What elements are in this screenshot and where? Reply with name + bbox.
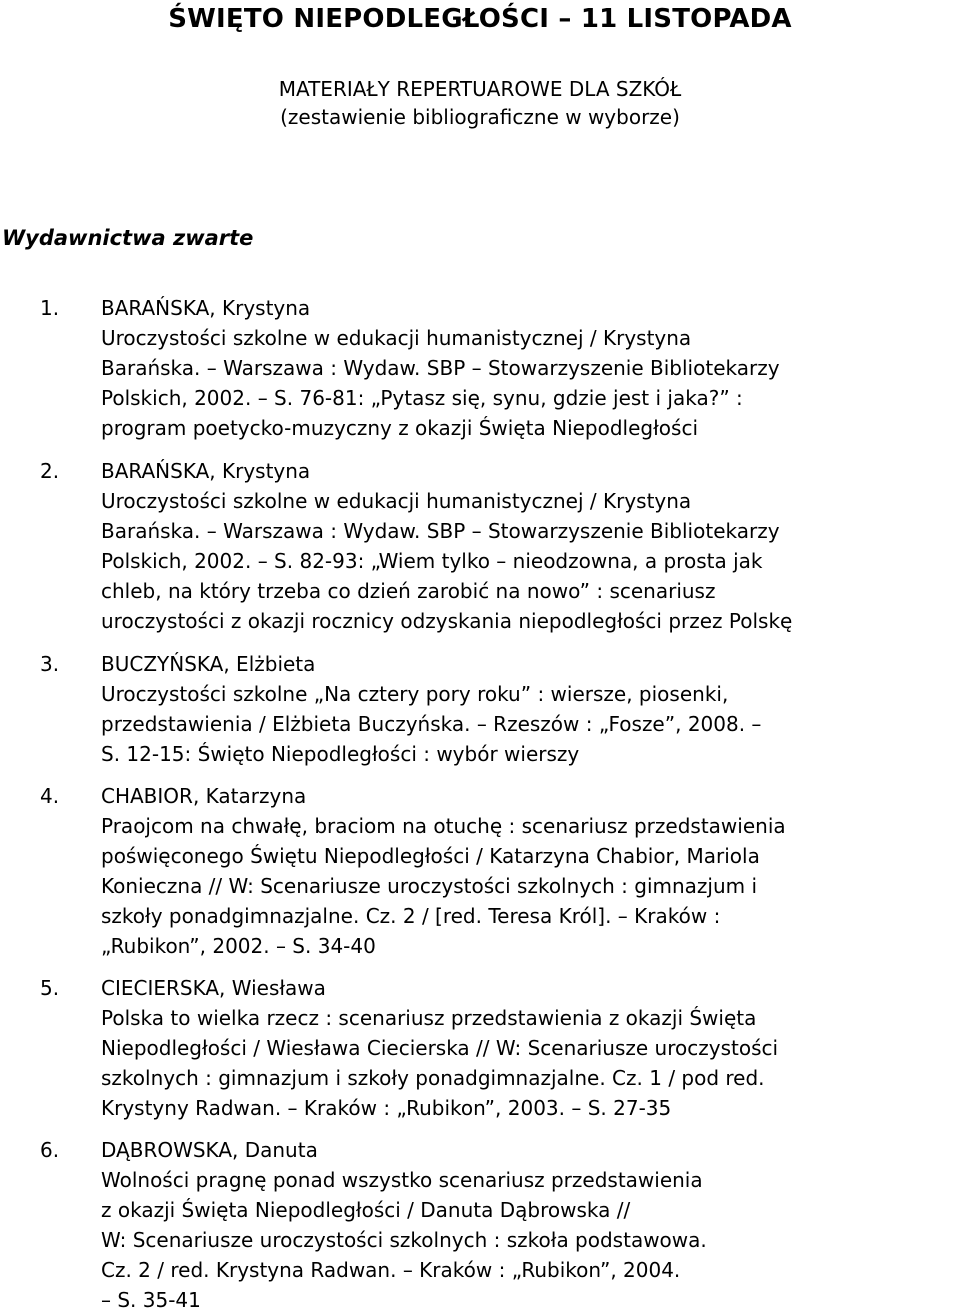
entry-line: W: Scenariusze uroczystości szkolnych : szkoła podstawowa. xyxy=(101,1228,707,1252)
entry-number: 4. xyxy=(40,784,60,808)
entry-line: Polska to wielka rzecz : scenariusz przedstawienia z okazji Święta xyxy=(101,1006,757,1030)
entry-line: Barańska. – Warszawa : Wydaw. SBP – Stowarzyszenie Bibliotekarzy xyxy=(101,356,780,380)
entry-line: chleb, na który trzeba co dzień zarobić na nowo” : scenariusz xyxy=(101,579,716,603)
entry-line: Polskich, 2002. – S. 82-93: „Wiem tylko – nieodzowna, a prosta jak xyxy=(101,549,763,573)
document-subtitle: MATERIAŁY REPERTUAROWE DLA SZKÓŁ xyxy=(278,77,682,101)
entry-author: CIECIERSKA, Wiesława xyxy=(101,976,326,1000)
entry-number: 5. xyxy=(40,976,60,1000)
entry-line: Krystyny Radwan. – Kraków : „Rubikon”, 2003. – S. 27-35 xyxy=(101,1096,672,1120)
entry-line: uroczystości z okazji rocznicy odzyskania niepodległości przez Polskę xyxy=(101,609,793,633)
entry-line: z okazji Święta Niepodległości / Danuta Dąbrowska // xyxy=(101,1198,631,1222)
entry-line: przedstawienia / Elżbieta Buczyńska. – Rzeszów : „Fosze”, 2008. – xyxy=(101,712,762,736)
entry-line: poświęconego Świętu Niepodległości / Katarzyna Chabior, Mariola xyxy=(101,844,760,868)
entry-author: DĄBROWSKA, Danuta xyxy=(101,1138,318,1162)
entry-number: 1. xyxy=(40,296,60,320)
document-subtitle-note: (zestawienie bibliograficzne w wyborze) xyxy=(280,105,680,129)
entry-author: CHABIOR, Katarzyna xyxy=(101,784,307,808)
entry-line: Praojcom na chwałę, braciom na otuchę : scenariusz przedstawienia xyxy=(101,814,786,838)
entry-number: 3. xyxy=(40,652,60,676)
entry-line: Uroczystości szkolne „Na cztery pory roku” : wiersze, piosenki, xyxy=(101,682,729,706)
entry-text xyxy=(101,781,959,961)
entry-line: Konieczna // W: Scenariusze uroczystości szkolnych : gimnazjum i xyxy=(101,874,758,898)
entry-line: szkolnych : gimnazjum i szkoły ponadgimnazjalne. Cz. 1 / pod red. xyxy=(101,1066,765,1090)
entry-line: Polskich, 2002. – S. 76-81: „Pytasz się, synu, gdzie jest i jaka?” : xyxy=(101,386,743,410)
entry-text xyxy=(101,293,959,443)
entry-author: BUCZYŃSKA, Elżbieta xyxy=(101,652,316,676)
entry-author: BARAŃSKA, Krystyna xyxy=(101,296,311,320)
entry-line: S. 12-15: Święto Niepodległości : wybór wierszy xyxy=(101,742,580,766)
entry-text xyxy=(101,973,959,1123)
entry-line: Uroczystości szkolne w edukacji humanistycznej / Krystyna xyxy=(101,489,692,513)
entry-line: – S. 35-41 xyxy=(101,1288,201,1312)
entry-number: 6. xyxy=(40,1138,60,1162)
entry-line: szkoły ponadgimnazjalne. Cz. 2 / [red. Teresa Król]. – Kraków : xyxy=(101,904,721,928)
entry-text xyxy=(101,456,959,636)
entry-line: Uroczystości szkolne w edukacji humanistycznej / Krystyna xyxy=(101,326,692,350)
entry-line: Cz. 2 / red. Krystyna Radwan. – Kraków : „Rubikon”, 2004. xyxy=(101,1258,681,1282)
entry-line: Niepodległości / Wiesława Ciecierska // W: Scenariusze uroczystości xyxy=(101,1036,779,1060)
section-heading: Wydawnictwa zwarte xyxy=(2,226,254,250)
entry-author: BARAŃSKA, Krystyna xyxy=(101,459,311,483)
entry-line: Wolności pragnę ponad wszystko scenariusz przedstawienia xyxy=(101,1168,703,1192)
entry-line: „Rubikon”, 2002. – S. 34-40 xyxy=(101,934,376,958)
entry-number: 2. xyxy=(40,459,60,483)
entry-text xyxy=(101,1135,959,1315)
document-title: ŚWIĘTO NIEPODLEGŁOŚCI – 11 LISTOPADA xyxy=(168,4,792,34)
entry-text xyxy=(101,649,959,769)
entry-line: program poetycko-muzyczny z okazji Święta Niepodległości xyxy=(101,416,699,440)
entry-line: Barańska. – Warszawa : Wydaw. SBP – Stowarzyszenie Bibliotekarzy xyxy=(101,519,780,543)
